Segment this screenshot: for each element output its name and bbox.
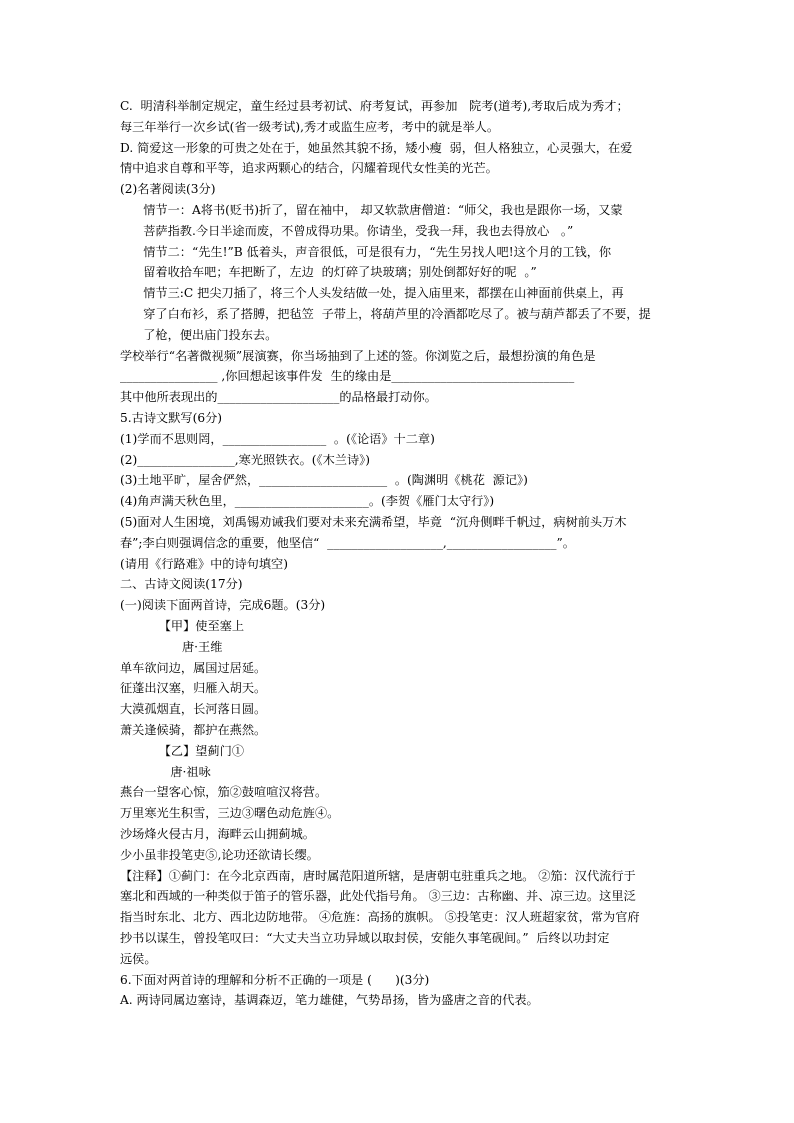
- plot-3-line-1: 情节三:C 把尖刀插了，将三个人头发结做一处，提入庙里来，都摆在山神面前供桌上，再: [120, 286, 624, 301]
- poem-a-line-4: 萧关逢候骑，都护在燕然。: [120, 723, 267, 737]
- notes-line-4: 抄书以谋生，曾投笔叹曰：“大丈夫当立功异域以取封侯，安能久事笔砚间。” 后终以功封定: [120, 931, 610, 945]
- question-5-title: 5.古诗文默写(6分): [120, 411, 223, 425]
- poem-b-line-3: 沙场烽火侵古月，海畔云山拥蓟城。: [120, 827, 315, 841]
- poem-b-title: 【乙】望蓟门①: [120, 743, 245, 758]
- plot-1-line-1: 情节一：A将书(贬书)折了，留在袖中， 却又软款唐僧道：“师父，我也是跟你一场，又蒙: [120, 203, 623, 217]
- option-d-line-2: 情中追求自尊和平等，追求两颗心的结合，闪耀着现代女性美的光芒。: [120, 161, 498, 176]
- poem-b-author: 唐·祖咏: [120, 764, 211, 779]
- plot-2-line-1: 情节二：“先生!”B 低着头，声音很低，可是很有力，“先生另找人吧!这个月的工钱，你: [120, 244, 612, 259]
- q5-item-5-line-2: 春”;李白则强调信念的重要，他坚信“ ___________________,__________________”。: [120, 535, 575, 550]
- plot-3-line-3: 了枪，便出庙门投东去。: [120, 327, 278, 342]
- poem-a-author: 唐·王维: [120, 639, 223, 654]
- notes-line-1: 【注释】①蓟门：在今北京西南，唐时属范阳道所辖，是唐朝屯驻重兵之地。 ②笳：汉代流行于: [120, 868, 636, 883]
- plot-3-line-2: 穿了白布衫，系了搭膊，把毡笠 子带上，将葫芦里的冷酒都吃尽了。被与葫芦都丢了不要，提: [120, 307, 651, 321]
- q6-option-a: A. 两诗同属边塞诗，基调森迈，笔力雄健，气势昂扬，皆为盛唐之音的代表。: [120, 993, 539, 1008]
- poem-b-line-2: 万里寒光生积雪，三边③曙色动危旌④。: [120, 806, 340, 821]
- q5-item-4: (4)角声满天秋色里，______________________。(李贺《雁门太守行》): [120, 494, 495, 509]
- q5-item-3: (3)土地平旷，屋舍俨然，_____________________ 。(陶渊明《桃花 源记》): [120, 473, 528, 488]
- notes-line-3: 指当时东北、北方、西北边防地带。 ④危旌：高扬的旗帜。 ⑤投笔吏：汉人班超家贫，常为官府: [120, 910, 640, 925]
- plot-2-line-2: 留着收拾车吧；车把断了，左边 的灯碎了块玻璃；别处倒都好好的呢 。”: [120, 265, 537, 280]
- task-line-1: 学校举行“名著微视频”展演赛，你当场抽到了上述的签。你浏览之后，最想扮演的角色是: [120, 348, 596, 363]
- poem-a-line-3: 大漠孤烟直，长河落日圆。: [120, 702, 267, 717]
- part-2-1-intro: (一)阅读下面两首诗，完成6题。(3分): [120, 598, 326, 613]
- q5-item-2: (2)________________,寒光照铁衣。(《木兰诗》): [120, 452, 371, 467]
- section-2-title: (2)名著阅读(3分): [120, 182, 216, 197]
- notes-line-5: 远侯。: [120, 951, 157, 966]
- option-c-line-2: 每三年举行一次乡试(省一级考试),秀才或监生应考，考中的就是举人。: [120, 119, 500, 134]
- q5-item-5-line-3: (请用《行路难》中的诗句填空): [120, 556, 288, 571]
- task-line-2: ________________ ,你回想起该事件发 生的缘由是______________________________: [120, 369, 575, 384]
- poem-a-title: 【甲】使至塞上: [120, 619, 245, 633]
- question-6-title: 6.下面对两首诗的理解和分析不正确的一项是 ( )(3分): [120, 972, 430, 987]
- poem-a-line-1: 单车欲问边，属国过居延。: [120, 660, 267, 675]
- option-c-line-1: C. 明清科举制定规定，童生经过县考初试、府考复试，再参加 院考(道考),考取后成为秀才；: [120, 99, 629, 113]
- poem-a-line-2: 征蓬出汉塞，归雁入胡天。: [120, 681, 267, 696]
- plot-1-line-2: 菩萨指教.今日半途而废，不曾成得功果。你请坐，受我一拜，我也去得放心 。”: [120, 223, 574, 238]
- option-d-line-1: D. 简爱这一形象的可贵之处在于，她虽然其貌不扬，矮小瘦 弱，但人格独立，心灵强大，在爱: [120, 140, 633, 155]
- task-line-3: 其中他所表现出的____________________的品格最打动你。: [120, 390, 437, 405]
- poem-b-line-4: 少小虽非投笔吏⑤,论功还欲请长缨。: [120, 847, 319, 862]
- notes-line-2: 塞北和西域的一种类似于笛子的管乐器，此处代指号角。 ③三边：古称幽、并、凉三边。这里泛: [120, 889, 636, 904]
- q5-item-5-line-1: (5)面对人生困境，刘禹锡劝诫我们要对未来充满希望，毕竟 “沉舟侧畔千帆过，病树前头万木: [120, 515, 627, 529]
- poem-b-line-1: 燕台一望客心惊，笳②鼓喧喧汉将营。: [120, 785, 328, 800]
- q5-item-1: (1)学而不思则罔，_________________ 。(《论语》十二章): [120, 431, 435, 446]
- part-2-title: 二、古诗文阅读(17分): [120, 577, 243, 592]
